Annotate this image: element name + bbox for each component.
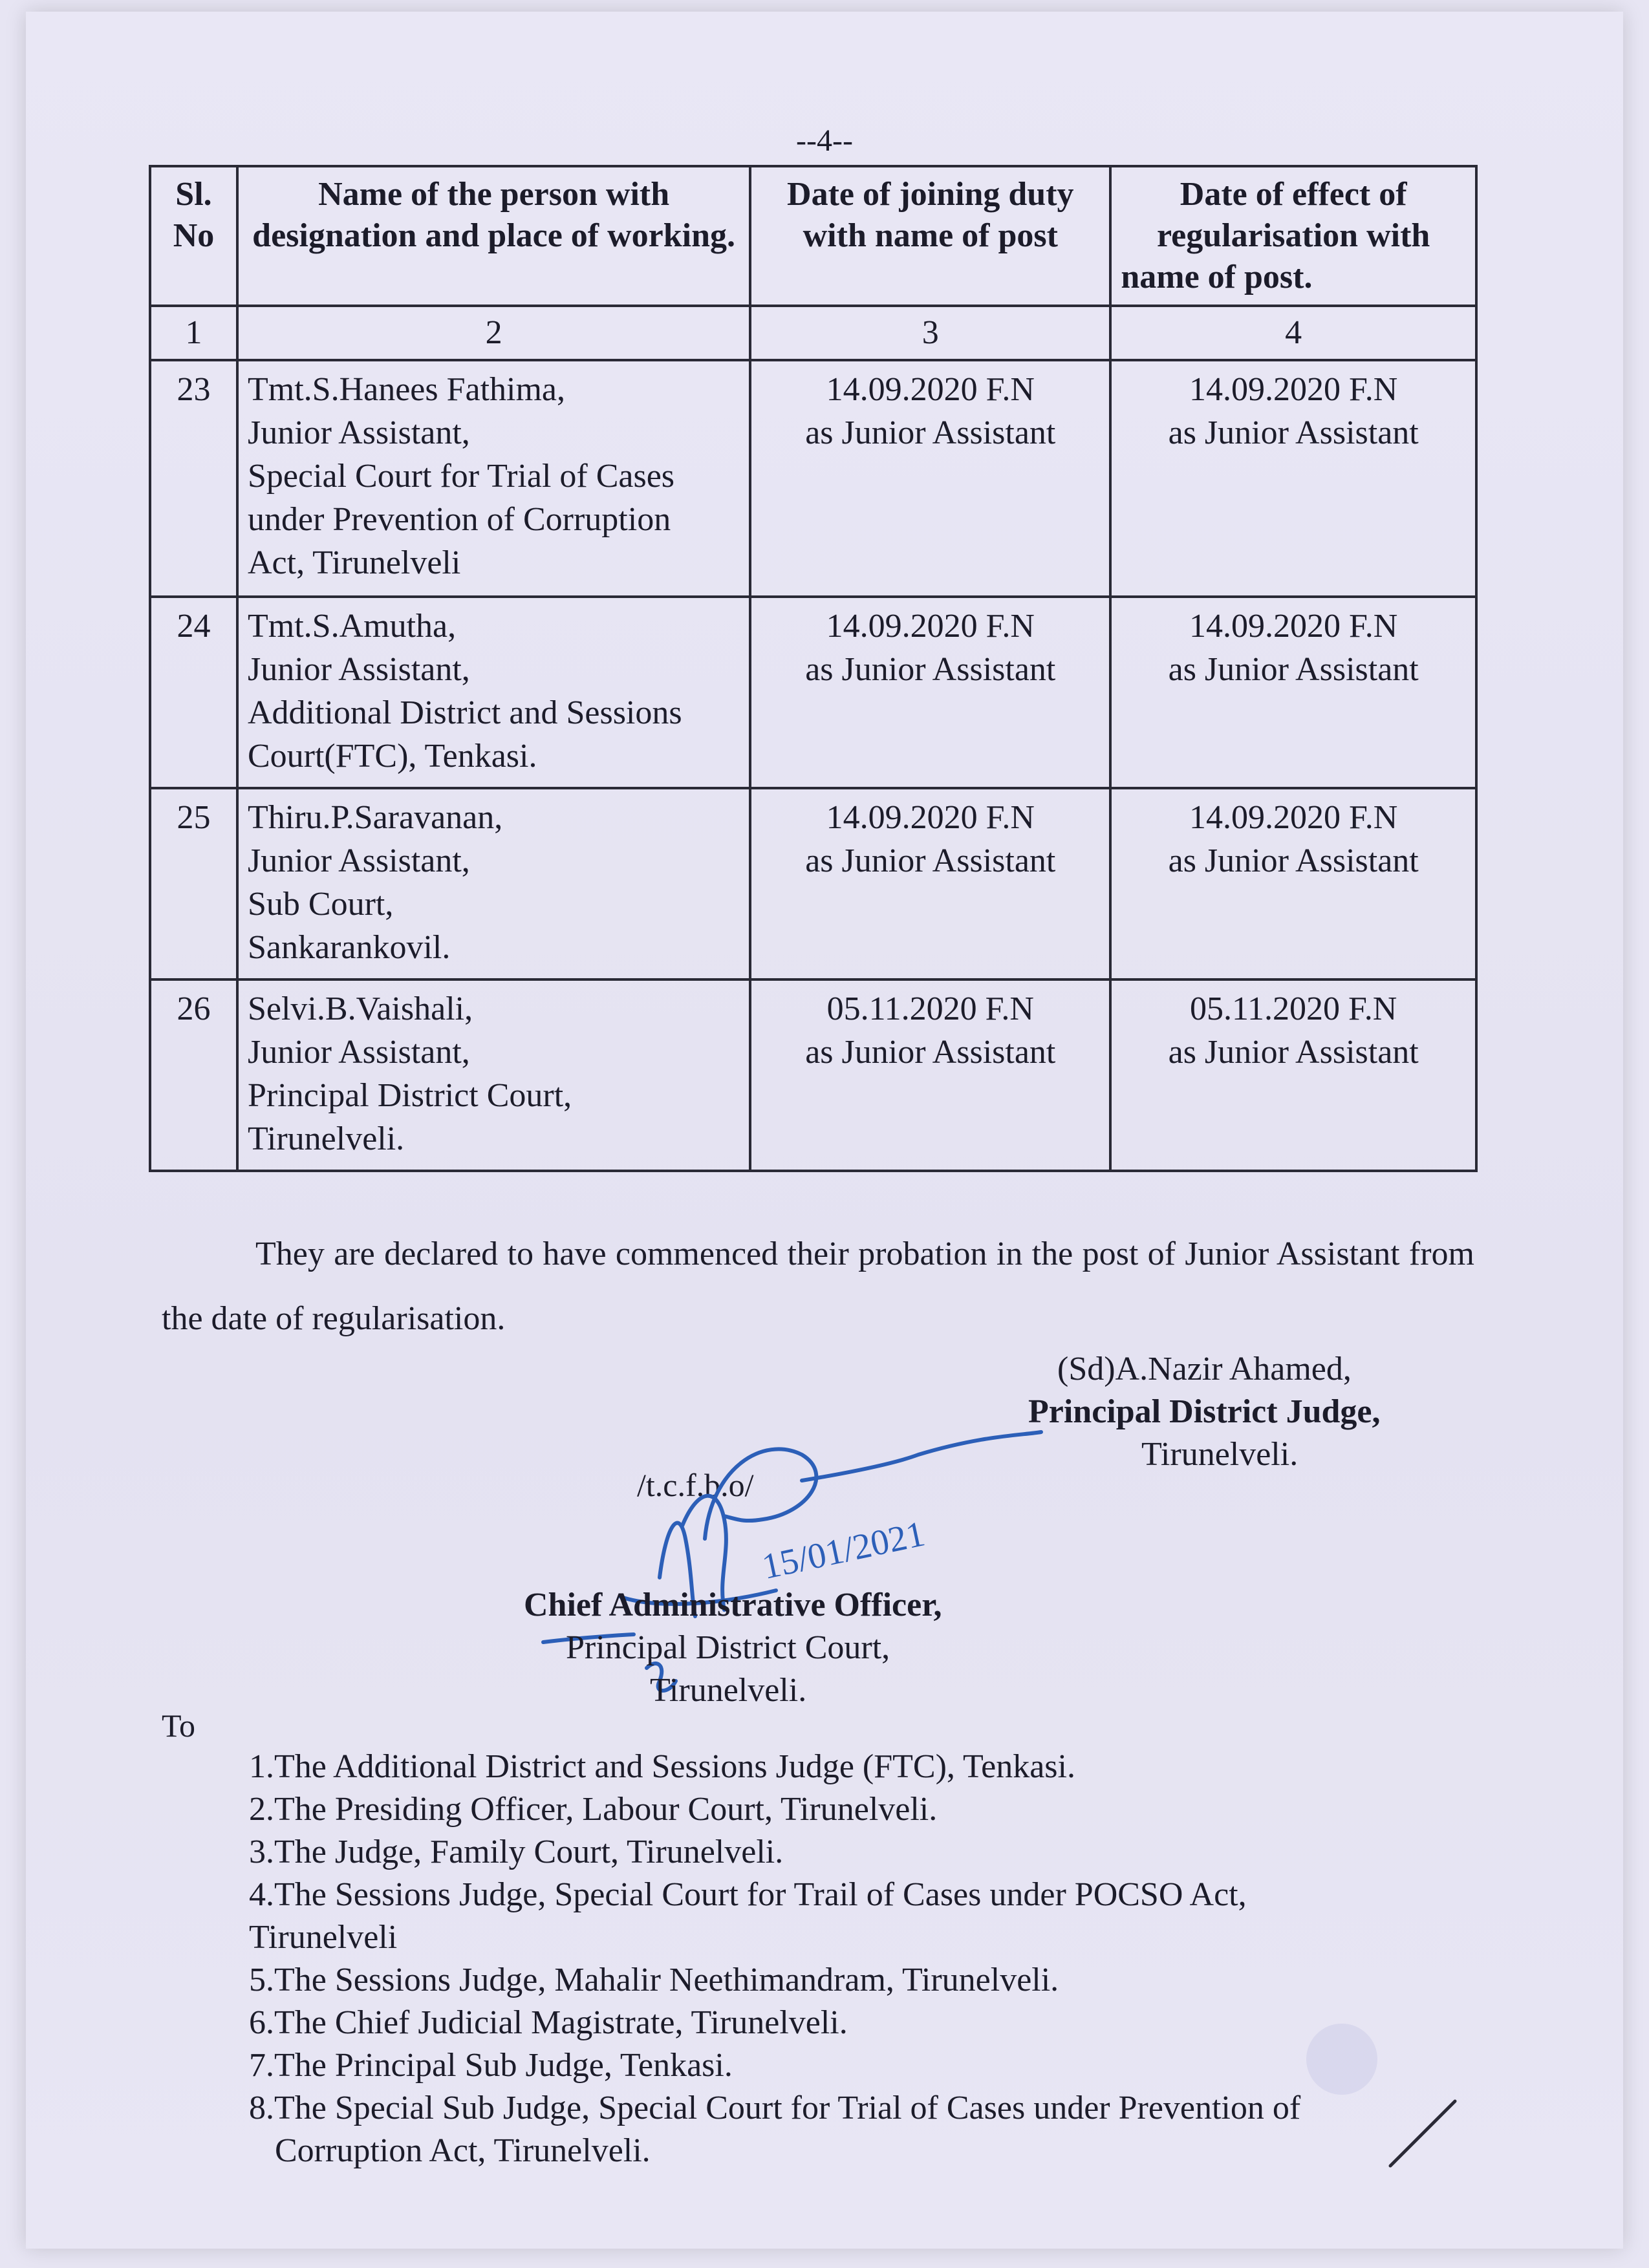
- list-item: [249, 1874, 1478, 1959]
- name-line: Tmt.S.Amutha,: [247, 608, 457, 645]
- header-sl-no: Sl. No: [150, 166, 237, 306]
- joining-date: 14.09.2020 F.N: [826, 608, 1035, 645]
- joining-post: as Junior Assistant: [805, 842, 1056, 879]
- signatory-place: Tirunelveli.: [1141, 1436, 1299, 1473]
- faded-stamp: [1306, 2024, 1377, 2095]
- effect-cell: [1110, 597, 1476, 788]
- effect-date: 05.11.2020 F.N: [1189, 990, 1397, 1027]
- recipient-line: 8.The Special Sub Judge, Special Court for Trial of Cases under Prevention of: [249, 2090, 1301, 2126]
- effect-date: 14.09.2020 F.N: [1189, 371, 1398, 408]
- effect-post: as Junior Assistant: [1168, 651, 1419, 688]
- forwarded-by-note: /t.c.f.b.o/: [637, 1467, 754, 1503]
- name-line: Junior Assistant,: [247, 842, 470, 879]
- recipient-line: 5.The Sessions Judge, Mahalir Neethimandram, Tirunelveli.: [249, 1962, 1059, 1998]
- name-line: under Prevention of Corruption: [247, 501, 671, 538]
- effect-cell: [1110, 979, 1476, 1171]
- name-line: Junior Assistant,: [247, 414, 470, 451]
- joining-post: as Junior Assistant: [805, 651, 1056, 688]
- recipient-line: Tirunelveli: [249, 1919, 398, 1956]
- joining-date: 05.11.2020 F.N: [826, 990, 1034, 1027]
- column-number: 1: [150, 306, 237, 360]
- person-details: [237, 597, 750, 788]
- list-item: [249, 1746, 1478, 1788]
- name-line: Sub Court,: [247, 886, 394, 923]
- recipient-line: Corruption Act, Tirunelveli.: [275, 2132, 651, 2169]
- joining-date: 14.09.2020 F.N: [826, 371, 1035, 408]
- name-line: Junior Assistant,: [247, 651, 470, 688]
- page-number: --4--: [796, 123, 853, 158]
- name-line: Tmt.S.Hanees Fathima,: [247, 371, 566, 408]
- list-item: [249, 1788, 1478, 1831]
- officer-designation: Chief Administrative Officer,: [524, 1587, 942, 1623]
- sl-no: 25: [150, 788, 237, 979]
- sl-no: 26: [150, 979, 237, 1171]
- sl-no: 24: [150, 597, 237, 788]
- officer-block: [524, 1584, 1041, 1712]
- name-line: Court(FTC), Tenkasi.: [247, 738, 537, 775]
- joining-date: 14.09.2020 F.N: [826, 799, 1035, 836]
- recipient-line: 7.The Principal Sub Judge, Tenkasi.: [249, 2047, 733, 2084]
- name-line: Junior Assistant,: [247, 1034, 470, 1071]
- officer-place: Tirunelveli.: [650, 1672, 807, 1709]
- list-item: [249, 2087, 1478, 2172]
- effect-post: as Junior Assistant: [1168, 842, 1419, 879]
- signatory-block: [1028, 1348, 1481, 1476]
- officer-office: Principal District Court,: [566, 1629, 890, 1666]
- tick-mark-icon: [1384, 2095, 1461, 2172]
- list-item: [249, 1959, 1478, 2002]
- name-line: Selvi.B.Vaishali,: [247, 990, 473, 1027]
- table-row: [150, 788, 1476, 979]
- name-line: Additional District and Sessions: [247, 694, 682, 731]
- name-line: Act, Tirunelveli: [247, 544, 461, 581]
- effect-post: as Junior Assistant: [1168, 1034, 1419, 1071]
- person-details: [237, 360, 750, 597]
- table-row: [150, 597, 1476, 788]
- joining-cell: [750, 979, 1110, 1171]
- recipient-list: [249, 1746, 1478, 2172]
- to-label: To: [162, 1707, 196, 1744]
- recipient-line: 1.The Additional District and Sessions Judge (FTC), Tenkasi.: [249, 1748, 1075, 1785]
- table-header-row: [150, 166, 1476, 306]
- signature-date: 15/01/2021: [759, 1514, 929, 1587]
- recipient-line: 2.The Presiding Officer, Labour Court, Tirunelveli.: [249, 1791, 938, 1828]
- person-details: [237, 788, 750, 979]
- joining-post: as Junior Assistant: [805, 414, 1056, 451]
- effect-cell: [1110, 360, 1476, 597]
- declaration-text: They are declared to have commenced their probation in the post of Junior Assistant from the date of regularisation.: [162, 1236, 1474, 1337]
- header-regularisation: Date of effect of regularisation with name of post.: [1110, 166, 1476, 306]
- effect-date: 14.09.2020 F.N: [1189, 608, 1398, 645]
- column-number: 2: [237, 306, 750, 360]
- recipient-line: 6.The Chief Judicial Magistrate, Tirunelveli.: [249, 2004, 848, 2041]
- column-number: 4: [1110, 306, 1476, 360]
- effect-post: as Junior Assistant: [1168, 414, 1419, 451]
- effect-cell: [1110, 788, 1476, 979]
- list-item: [249, 2002, 1478, 2044]
- table-row: [150, 360, 1476, 597]
- signatory-name: (Sd)A.Nazir Ahamed,: [1057, 1351, 1352, 1387]
- joining-cell: [750, 360, 1110, 597]
- name-line: Special Court for Trial of Cases: [247, 458, 675, 495]
- joining-cell: [750, 788, 1110, 979]
- name-line: Sankarankovil.: [247, 929, 451, 966]
- list-item: [249, 1831, 1478, 1874]
- list-item: [249, 2044, 1478, 2087]
- header-joining: Date of joining duty with name of post: [750, 166, 1110, 306]
- header-name: Name of the person with designation and place of working.: [237, 166, 750, 306]
- effect-date: 14.09.2020 F.N: [1189, 799, 1398, 836]
- declaration-paragraph: [162, 1222, 1474, 1351]
- signatory-designation: Principal District Judge,: [1028, 1393, 1381, 1430]
- recipient-line: 3.The Judge, Family Court, Tirunelveli.: [249, 1834, 784, 1870]
- name-line: Principal District Court,: [247, 1077, 572, 1114]
- name-line: Tirunelveli.: [247, 1120, 405, 1157]
- person-details: [237, 979, 750, 1171]
- sl-no: 23: [150, 360, 237, 597]
- name-line: Thiru.P.Saravanan,: [247, 799, 503, 836]
- table-row: [150, 979, 1476, 1171]
- joining-post: as Junior Assistant: [805, 1034, 1056, 1071]
- column-number: 3: [750, 306, 1110, 360]
- column-number-row: [150, 306, 1476, 360]
- regularisation-table: [149, 165, 1478, 1172]
- joining-cell: [750, 597, 1110, 788]
- recipient-line: 4.The Sessions Judge, Special Court for Trail of Cases under POCSO Act,: [249, 1876, 1247, 1913]
